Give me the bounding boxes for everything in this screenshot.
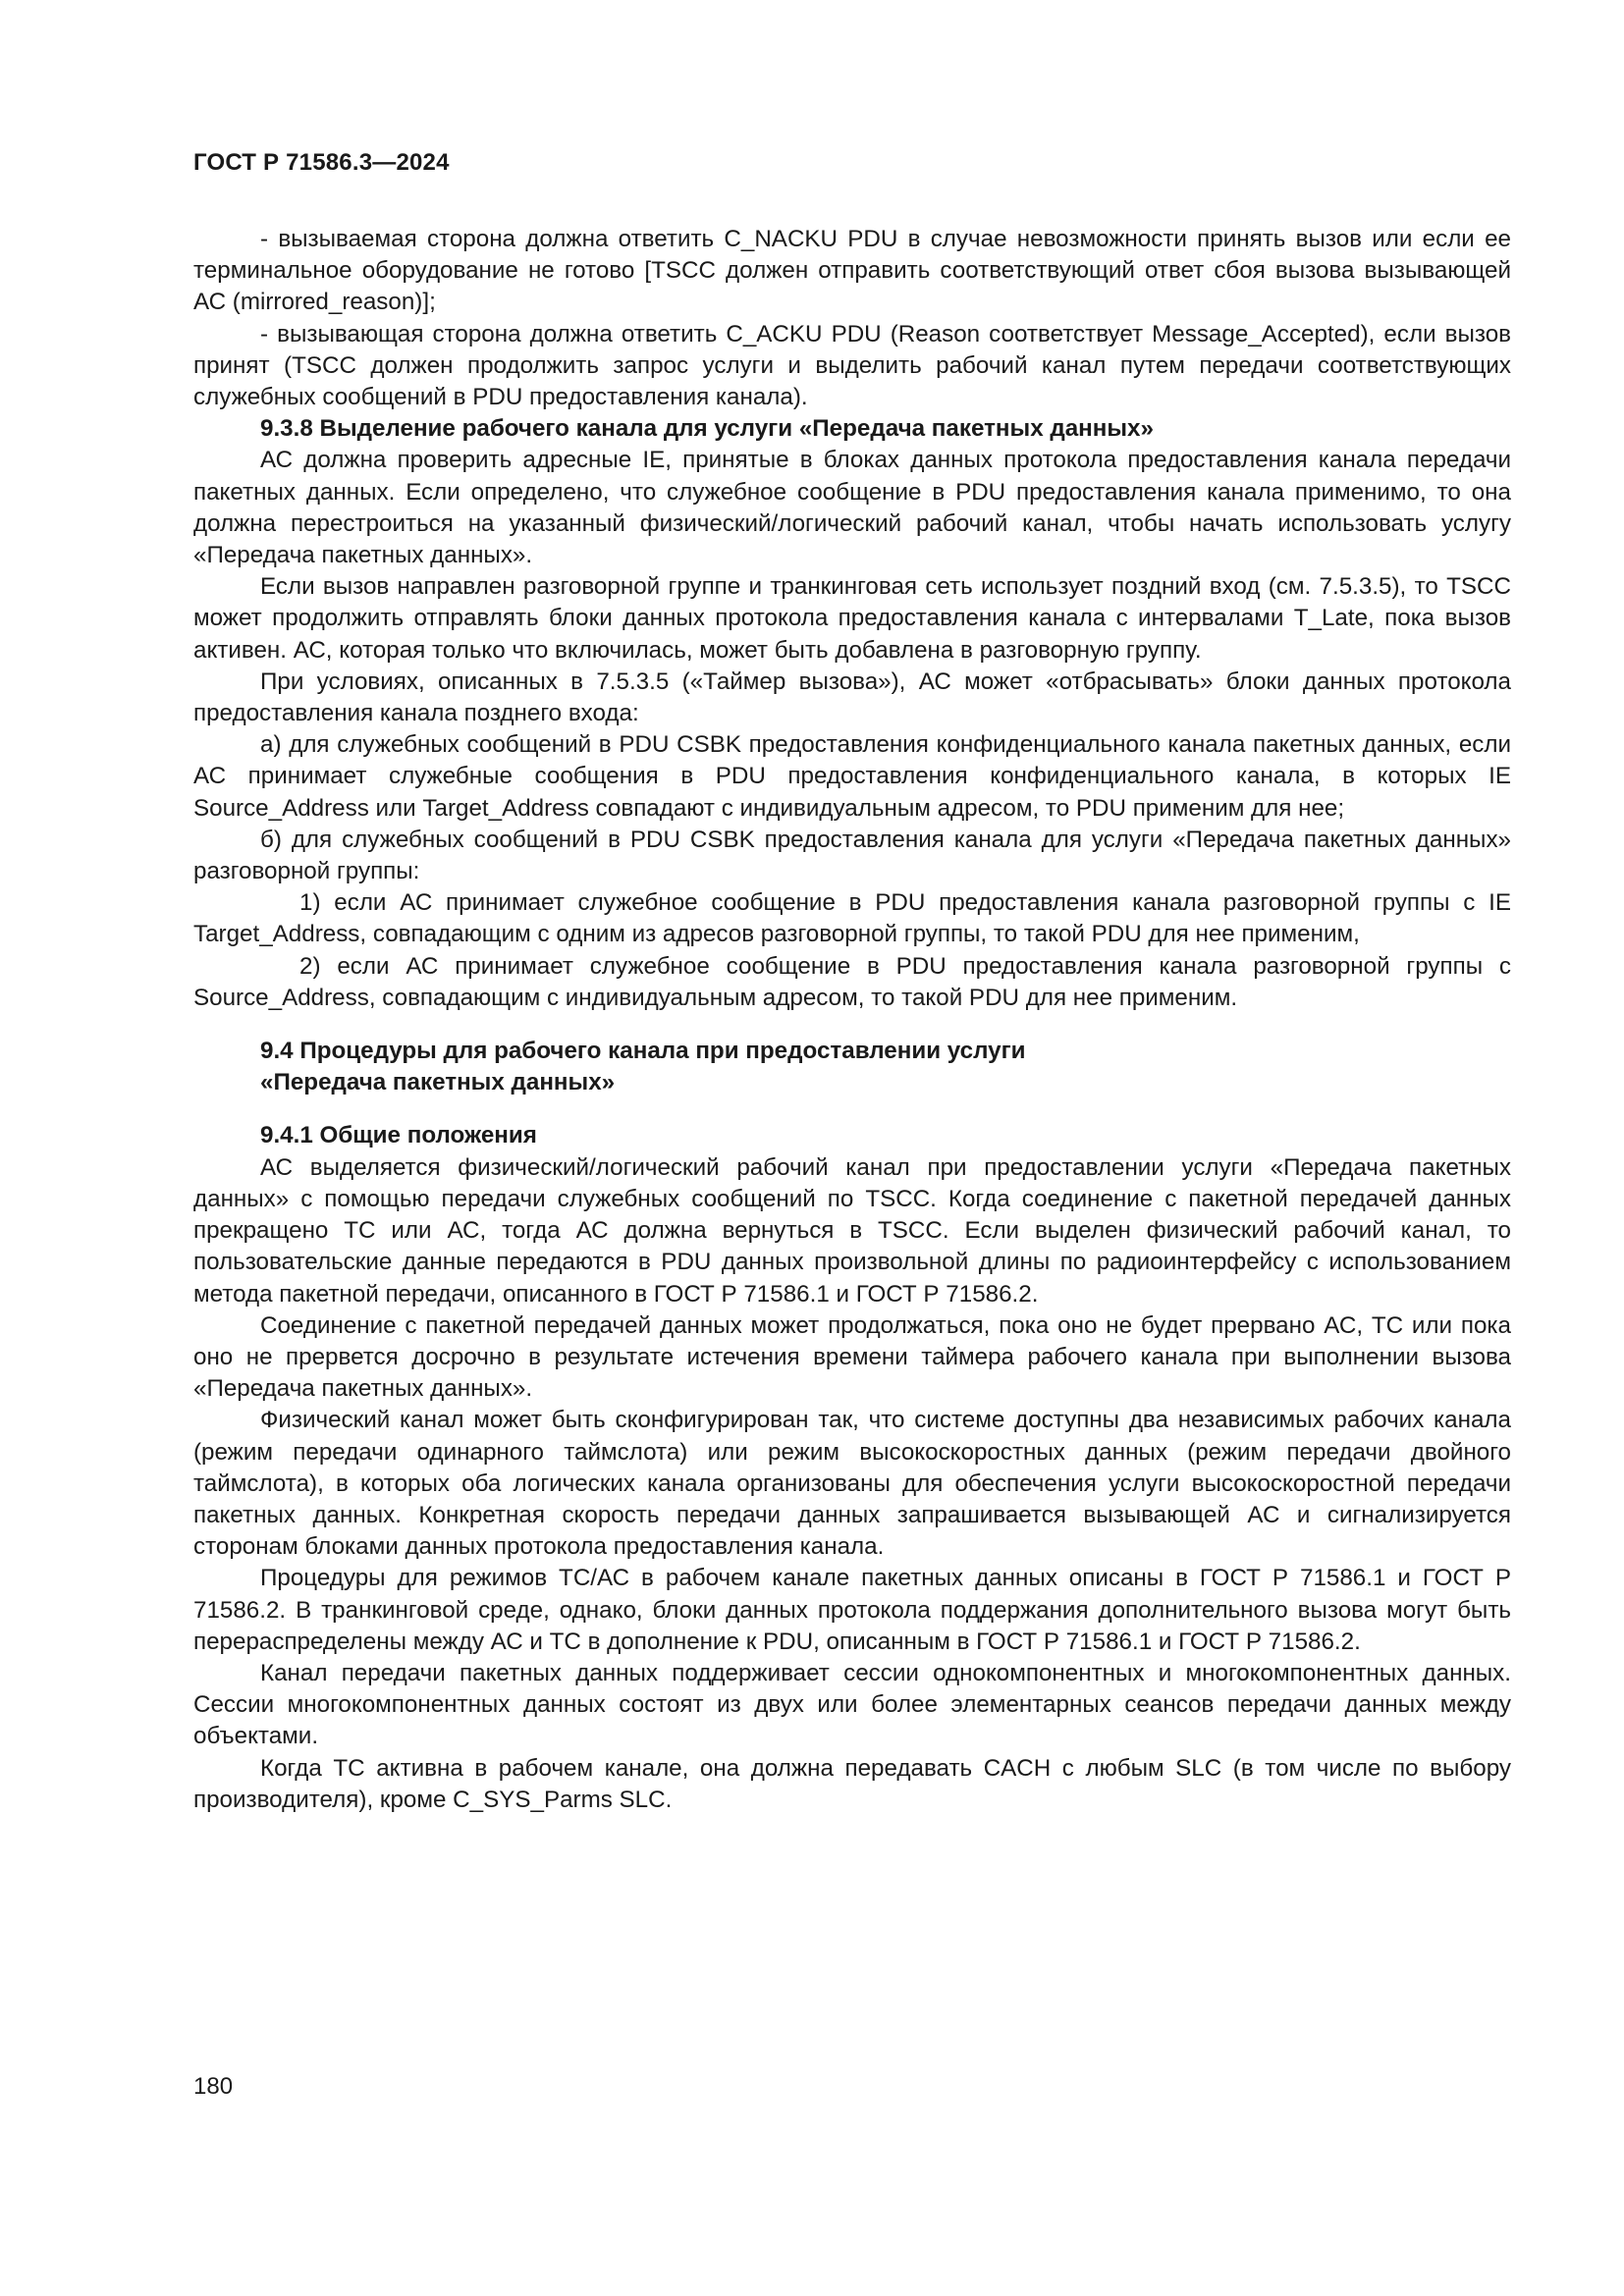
section-heading-9-4-line2: «Передача пакетных данных» [260, 1069, 616, 1096]
list-subitem-2: 2) если АС принимает служебное сообщение в PDU предоставления канала разговорной группы с Source_Address, совпадающим с индивидуальным адресом, то такой PDU для нее применим. [193, 952, 1511, 1011]
paragraph: Если вызов направлен разговорной группе и транкинговая сеть использует поздний вход (см. 7.5.3.5), то TSCC может продолжить отправлять блоки данных протокола предоставления канала с интервалами T_Late, пока вызов активен. АС, которая только что включилась, может быть добавлена в разговорную группу. [193, 573, 1511, 664]
paragraph: Когда ТС активна в рабочем канале, она должна передавать CACH с любым SLC (в том числе по выбору производителя), кроме C_SYS_Parms SLC. [193, 1754, 1511, 1813]
list-item-a: а) для служебных сообщений в PDU CSBK предоставления конфиденциального канала пакетных данных, если АС принимает служебные сообщения в PDU предоставления конфиденциального канала, в которых IE Source_Address или Target_Address совпадают с индивидуальным адресом, то PDU применим для нее; [193, 731, 1511, 822]
document-header: ГОСТ Р 71586.3—2024 [193, 149, 450, 176]
paragraph: Процедуры для режимов ТС/АС в рабочем канале пакетных данных описаны в ГОСТ Р 71586.1 и ГОСТ Р 71586.2. В транкинговой среде, однако, блоки данных протокола поддержания дополнительного вызова могут быть перераспределены между АС и ТС в дополнение к PDU, описанным в ГОСТ Р 71586.1 и ГОСТ Р 71586.2. [193, 1565, 1511, 1655]
paragraph: Физический канал может быть сконфигурирован так, что системе доступны два независимых рабочих канала (режим передачи одинарного таймслота) или режим высокоскоростных данных (режим передачи двойного таймслота), в которых оба логических канала организованы для обеспечения услуги высокоскоростной передачи пакетных данных. Конкретная скорость передачи данных запрашивается вызывающей АС и сигнализируется сторонам блоками данных протокола предоставления канала. [193, 1407, 1511, 1561]
page-number: 180 [193, 2073, 234, 2100]
paragraph: Канал передачи пакетных данных поддерживает сессии однокомпонентных и многокомпонентных данных. Сессии многокомпонентных данных состоят из двух или более элементарных сеансов передачи данных между объектами. [193, 1659, 1511, 1750]
section-heading-9-4-1: 9.4.1 Общие положения [260, 1122, 537, 1149]
document-body [193, 224, 1511, 1816]
paragraph: - вызываемая сторона должна ответить C_NACKU PDU в случае невозможности принять вызов или если ее терминальное оборудование не готово [TSCC должен отправить соответствующий ответ сбоя вызова вызывающей АС (mirrored_reason)]; [193, 226, 1511, 316]
paragraph: - вызывающая сторона должна ответить C_ACKU PDU (Reason соответствует Message_Accepted), если вызов принят (TSCC должен продолжить запрос услуги и выделить рабочий канал путем передачи соответствующих служебных сообщений в PDU предоставления канала). [193, 320, 1511, 411]
list-item-b: б) для служебных сообщений в PDU CSBK предоставления канала для услуги «Передача пакетных данных» разговорной группы: [193, 826, 1511, 885]
section-heading-9-4-line1: 9.4 Процедуры для рабочего канала при предоставлении услуги [260, 1038, 1026, 1065]
paragraph: При условиях, описанных в 7.5.3.5 («Таймер вызова»), АС может «отбрасывать» блоки данных протокола предоставления канала позднего входа: [193, 667, 1511, 727]
section-heading-9-3-8: 9.3.8 Выделение рабочего канала для услуги «Передача пакетных данных» [260, 415, 1154, 443]
paragraph: АС выделяется физический/логический рабочий канал при предоставлении услуги «Передача пакетных данных» с помощью передачи служебных сообщений по TSCC. Когда соединение с пакетной передачей данных прекращено ТС или АС, тогда АС должна вернуться в TSCC. Если выделен физический рабочий канал, то пользовательские данные передаются в PDU данных произвольной длины по радиоинтерфейсу с использованием метода пакетной передачи, описанного в ГОСТ Р 71586.1 и ГОСТ Р 71586.2. [193, 1153, 1511, 1308]
list-subitem-1: 1) если АС принимает служебное сообщение в PDU предоставления канала разговорной группы с IE Target_Address, совпадающим с одним из адресов разговорной группы, то такой PDU для нее применим, [193, 889, 1511, 948]
paragraph: АС должна проверить адресные IE, принятые в блоках данных протокола предоставления канала передачи пакетных данных. Если определено, что служебное сообщение в PDU предоставления канала применимо, то она должна перестроиться на указанный физический/логический рабочий канал, чтобы начать использовать услугу «Передача пакетных данных». [193, 447, 1511, 569]
paragraph: Соединение с пакетной передачей данных может продолжаться, пока оно не будет прервано АС, ТС или пока оно не прервется досрочно в результате истечения времени таймера рабочего канала при выполнении вызова «Передача пакетных данных». [193, 1311, 1511, 1403]
section-heading-9-4 [193, 1036, 1511, 1098]
